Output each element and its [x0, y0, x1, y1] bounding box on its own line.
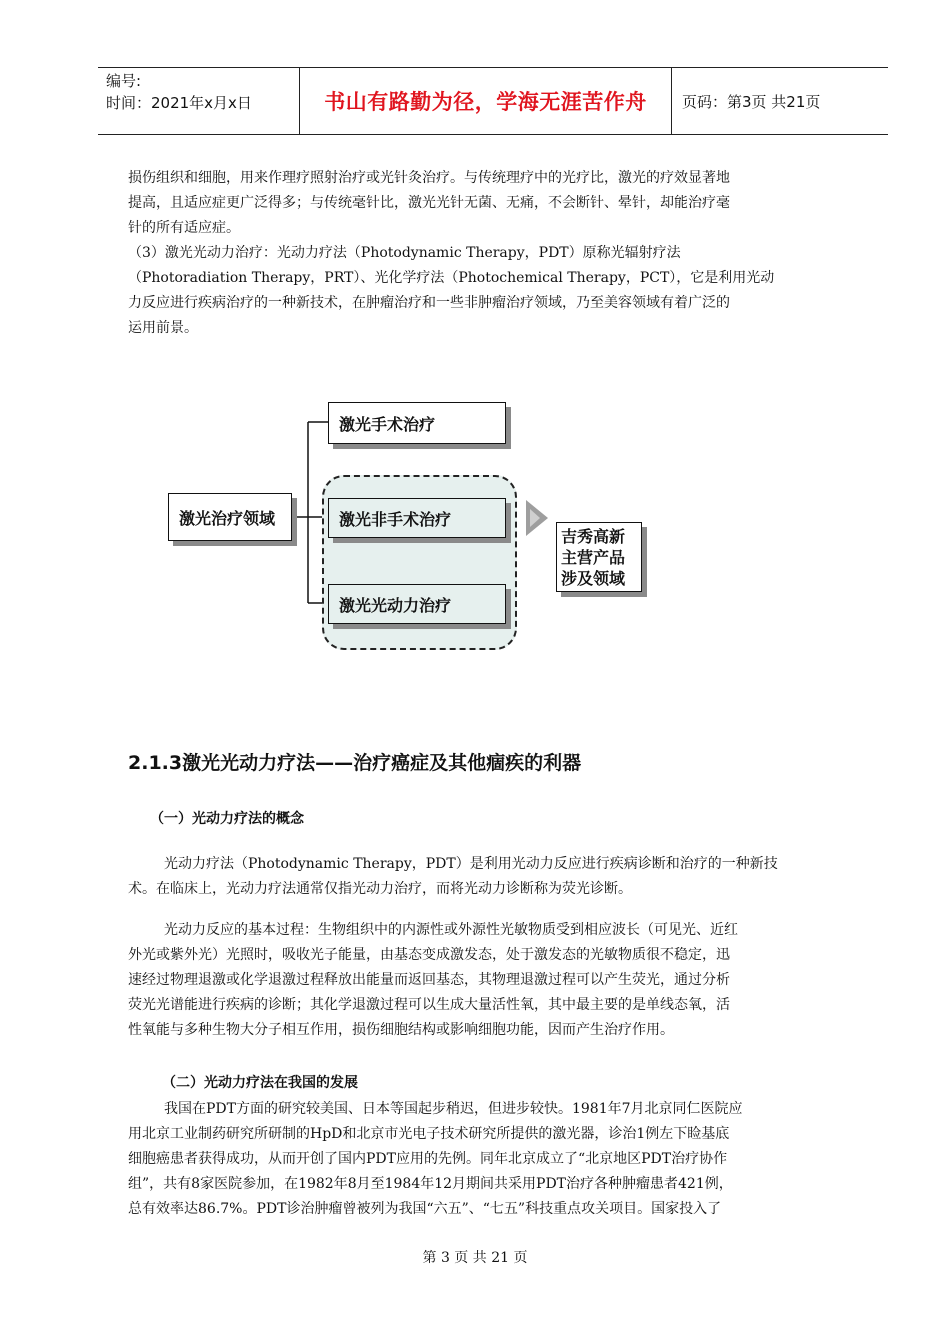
development-paragraph: [128, 1097, 853, 1222]
laser-therapy-diagram: [160, 390, 660, 660]
intro-paragraph: [128, 166, 853, 341]
text-line: 性氧能与多种生物大分子相互作用，损伤细胞结构或影响细胞功能，因而产生治疗作用。: [128, 1022, 674, 1038]
concept-paragraph: [128, 852, 853, 902]
reaction-paragraph: [128, 918, 853, 1043]
result-line: 吉秀高新: [561, 526, 626, 546]
document-header: [98, 67, 888, 135]
subsection-title-development: （二）光动力疗法在我国的发展: [162, 1075, 358, 1091]
text-line: 提高，且适应症更广泛得多；与传统毫针比，激光光针无菌、无痛，不会断针、晕针，却能治疗毫: [128, 195, 730, 211]
header-motto: 书山有路勤为径，学海无涯苦作舟: [300, 68, 672, 134]
header-meta: [98, 68, 300, 134]
text-line: 光动力反应的基本过程：生物组织中的内源性或外源性光敏物质受到相应波长（可见光、近红: [164, 922, 738, 938]
text-line: 用北京工业制药研究所研制的HpD和北京市光电子技术研究所提供的激光器，诊治1例左下睑基底: [128, 1126, 730, 1142]
text-line: 运用前景。: [128, 320, 198, 336]
text-line: 组”，共有8家医院参加，在1982年8月至1984年12月期间共采用PDT治疗各种肿瘤患者421例，: [128, 1176, 733, 1192]
result-line: 涉及领域: [561, 568, 626, 588]
text-line: 荧光光谱能进行疾病的诊断；其化学退激过程可以生成大量活性氧，其中最主要的是单线态氧，活: [128, 997, 730, 1013]
text-line: 损伤组织和细胞，用来作理疗照射治疗或光针灸治疗。与传统理疗中的光疗比，激光的疗效显著地: [128, 170, 730, 186]
result-line: 主营产品: [561, 547, 626, 567]
page-footer: 第 3 页 共 21 页: [422, 1250, 528, 1266]
text-line: 针的所有适应症。: [128, 220, 240, 236]
branch-nonsurgical-node: 激光非手术治疗: [328, 498, 506, 538]
root-node: 激光治疗领域: [168, 493, 292, 541]
branch-photodynamic-node: 激光光动力治疗: [328, 584, 506, 624]
text-line: 术。在临床上，光动力疗法通常仅指光动力治疗，而将光动力诊断称为荧光诊断。: [128, 881, 632, 897]
text-line: 总有效率达86.7%。PDT诊治肿瘤曾被列为我国“六五”、“七五”科技重点攻关项目。国家投入了: [128, 1201, 722, 1217]
text-line: （Photoradiation Therapy，PRT）、光化学疗法（Photochemical Therapy，PCT），它是利用光动: [128, 270, 775, 286]
header-number: 编号:: [106, 72, 142, 90]
text-line: 速经过物理退激或化学退激过程释放出能量而返回基态，其物理退激过程可以产生荧光，通过分析: [128, 972, 730, 988]
header-page: 页码：第3页 共21页: [682, 92, 821, 111]
text-line: （3）激光光动力治疗：光动力疗法（Photodynamic Therapy，PDT）原称光辐射疗法: [128, 245, 681, 261]
section-title: 2.1.3激光光动力疗法——治疗癌症及其他痼疾的利器: [128, 752, 582, 774]
text-line: 细胞癌患者获得成功，从而开创了国内PDT应用的先例。同年北京成立了“北京地区PDT治疗协作: [128, 1151, 728, 1167]
text-line: 光动力疗法（Photodynamic Therapy，PDT）是利用光动力反应进行疾病诊断和治疗的一种新技: [164, 856, 778, 872]
result-node: [556, 522, 642, 592]
text-line: 外光或紫外光）光照时，吸收光子能量，由基态变成激发态，处于激发态的光敏物质很不稳定，迅: [128, 947, 730, 963]
text-line: 我国在PDT方面的研究较美国、日本等国起步稍迟，但进步较快。1981年7月北京同仁医院应: [164, 1101, 743, 1117]
header-time: 时间：2021年x月x日: [106, 94, 252, 112]
branch-surgical-node: 激光手术治疗: [328, 402, 506, 444]
subsection-title-concept: （一）光动力疗法的概念: [150, 811, 304, 827]
text-line: 力反应进行疾病治疗的一种新技术，在肿瘤治疗和一些非肿瘤治疗领域，乃至美容领域有着广泛的: [128, 295, 730, 311]
